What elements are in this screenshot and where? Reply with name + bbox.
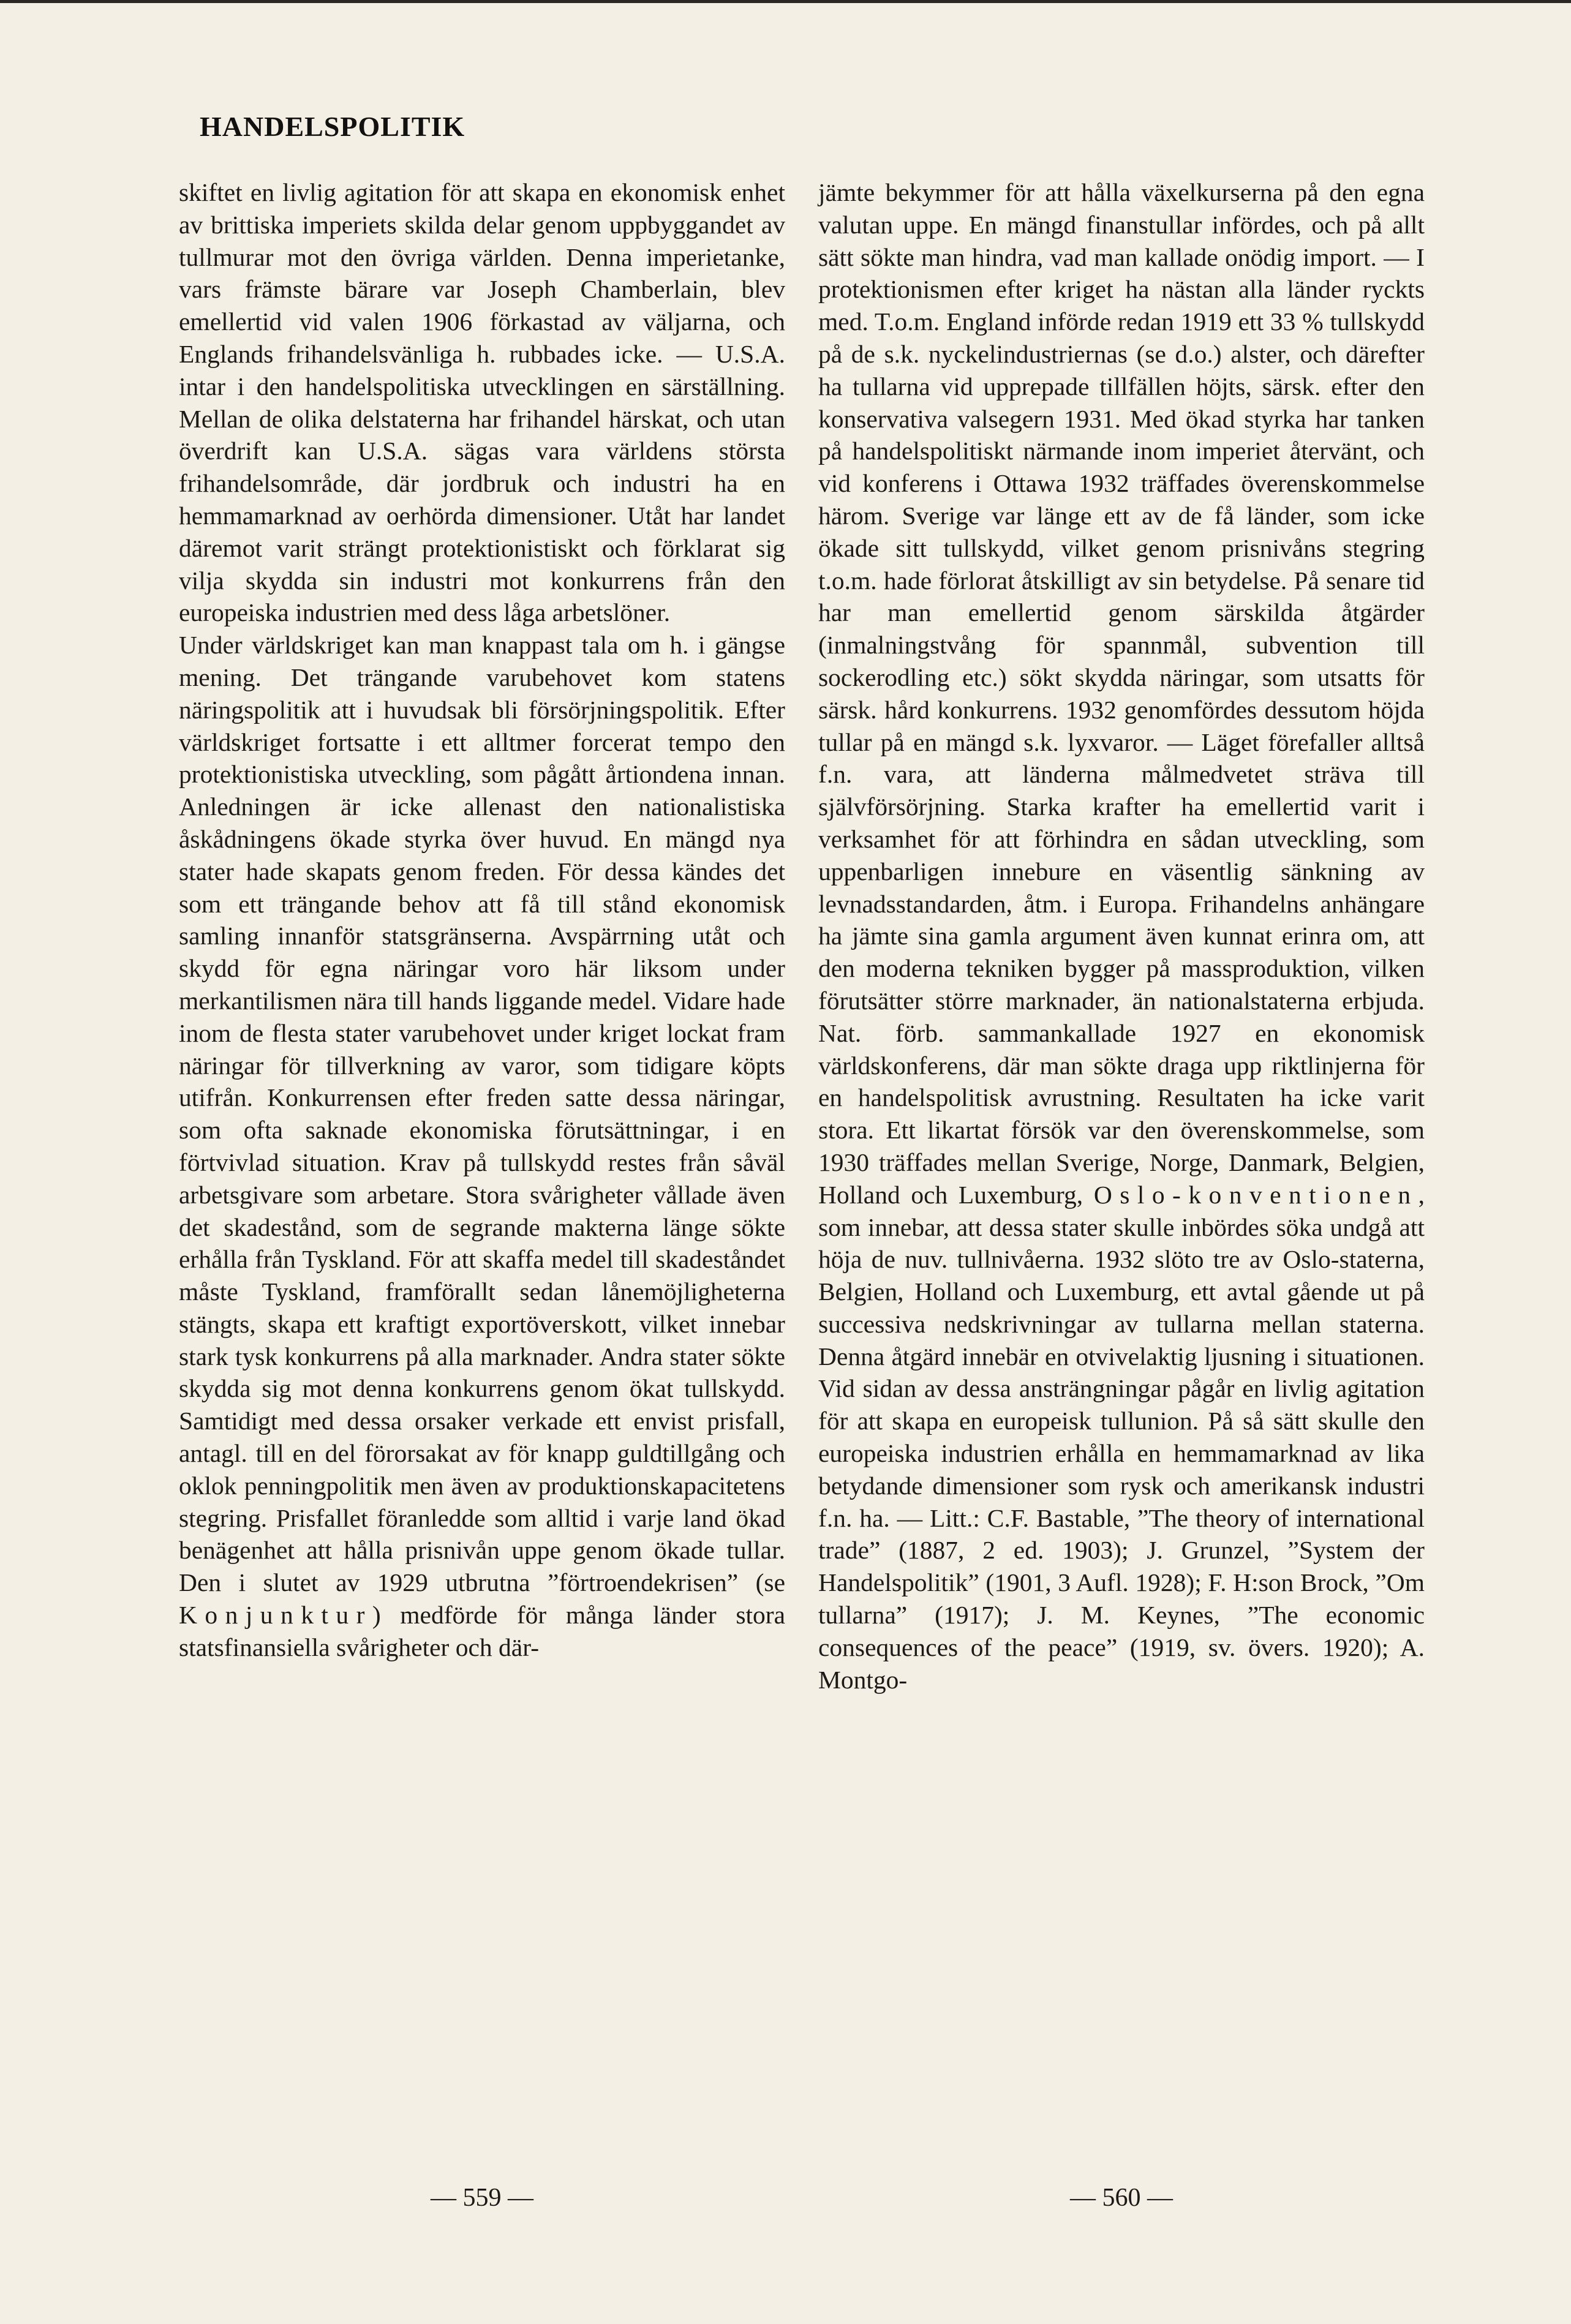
- term-oslo-konventionen: Oslo-konventionen: [1093, 1180, 1418, 1209]
- right-paragraph-1-text: jämte bekymmer för att hålla växelkurserna på den egna valutan uppe. En mängd finanstullar infördes, och på allt sätt sökte man hindra, vad man kallade onödig import. — I protektionismen efter kriget ha nästan alla länder ryckts med. T.o.m. England införde redan 1919 ett 33 % tullskydd på de s.k. nyckelindustriernas (se d.o.) alster, och därefter ha tullarna vid upprepade tillfällen höjts, särsk. efter den konservativa valsegern 1931. Med ökad styrka har tanken på handelspolitiskt närmande inom imperiet återvänt, och vid konferens i Ottawa 1932 träffades överenskommelse härom. Sverige var länge ett av de få länder, som icke ökade sitt tullskydd, vilket genom prisnivåns stegring t.o.m. hade förlorat åtskilligt av sin betydelse. På senare tid har man emellertid genom särskilda åtgärder (inmalningstvång för spannmål, subvention till sockerodling etc.) sökt skydda näringar, som utsatts för särsk. hård konkurrens. 1932 genomfördes dessutom höjda tullar på en mängd s.k. lyxvaror. — Läget förefaller alltså f.n. vara, att länderna målmedvetet sträva till självförsörjning. Starka krafter ha emellertid varit i verksamhet för att förhindra en sådan utveckling, som uppenbarligen innebure en väsentlig sänkning av levnadsstandarden, åtm. i Europa. Frihandelns anhängare ha jämte sina gamla argument även kunnat erinra om, att den moderna tekniken bygger på massproduktion, vilken förutsätter större marknader, än nationalstaterna erbjuda. Nat. förb. sammankallade 1927 en ekonomisk världskonferens, där man sökte draga upp riktlinjerna för en handelspolitisk avrustning. Resultaten ha icke varit stora. Ett likartat försök var den överenskommelse, som 1930 träffades mellan Sverige, Norge, Danmark, Belgien, Holland och Luxemburg,: [818, 178, 1425, 1209]
- left-paragraph-2-tail: ) medförde för många länder stora statsfinansiella svårigheter och där-: [179, 1601, 785, 1661]
- running-head: HANDELSPOLITIK: [200, 111, 465, 142]
- page-number-right: — 560 —: [1070, 2184, 1173, 2212]
- left-paragraph-1: skiftet en livlig agitation för att skapa en ekonomisk enhet av brittiska imperiets skilda delar genom uppbyggandet av tullmurar mot den övriga världen. Denna imperietanke, vars främste bärare var Joseph Chamberlain, blev emellertid vid valen 1906 förkastad av väljarna, och Englands frihandelsvänliga h. rubbades icke. — U.S.A. intar i den handelspolitiska utvecklingen en särställning. Mellan de olika delstaterna har frihandel härskat, och utan överdrift kan U.S.A. sägas vara världens största frihandelsområde, där jordbruk och industri ha en hemmamarknad av oerhörda dimensioner. Utåt har landet däremot varit strängt protektionistiskt och förklarat sig vilja skydda sin industri mot konkurrens från den europeiska industrien med dess låga arbetslöner.: [179, 178, 785, 627]
- left-paragraph-2: [179, 629, 785, 1664]
- cross-reference-konjunktur: Konjunktur: [179, 1601, 372, 1630]
- right-paragraph-1-tail: , som innebar, att dessa stater skulle inbördes söka undgå att höja de nuv. tullnivåerna. 1932 slöto tre av Oslo-staterna, Belgien, Holland och Luxemburg, ett avtal gående ut på successiva nedskrivningar av tullarna mellan staterna. Denna åtgärd innebär en otvivelaktig ljusning i situationen. Vid sidan av dessa ansträngningar pågår en livlig agitation för att skapa en europeisk tullunion. På så sätt skulle den europeiska industrien erhålla en hemmamarknad av lika betydande dimensioner som rysk och amerikansk industri f.n. ha. — Litt.: C.F. Bastable, ”The theory of international trade” (1887, 2 ed. 1903); J. Grunzel, ”System der Handelspolitik” (1901, 3 Aufl. 1928); F. H:son Brock, ”Om tullarna” (1917); J. M. Keynes, ”The economic consequences of the peace” (1919, sv. övers. 1920); A. Montgo-: [818, 1180, 1425, 1694]
- left-column: [179, 176, 785, 1664]
- right-column: [818, 176, 1425, 1696]
- right-paragraph-1: [818, 176, 1425, 1696]
- top-edge-rule: [0, 0, 1571, 3]
- left-paragraph-2-text: Under världskriget kan man knappast tala om h. i gängse mening. Det trängande varubehovet kom statens näringspolitik att i huvudsak bli försörjningspolitik. Efter världskriget fortsatte i ett alltmer forcerat tempo den protektionistiska utveckling, som pågått årtiondena innan. Anledningen är icke allenast den nationalistiska åskådningens ökade styrka över huvud. En mängd nya stater hade skapats genom freden. För dessa kändes det som ett trängande behov att få till stånd ekonomisk samling innanför statsgränserna. Avspärrning utåt och skydd för egna näringar voro här liksom under merkantilismen nära till hands liggande medel. Vidare hade inom de flesta stater varubehovet under kriget lockat fram näringar för tillverkning av varor, som tidigare köpts utifrån. Konkurrensen efter freden satte dessa näringar, som ofta saknade ekonomiska förutsättningar, i en förtvivlad situation. Krav på tullskydd restes från såväl arbetsgivare som arbetare. Stora svårigheter vållade även det skadestånd, som de segrande makterna länge sökte erhålla från Tyskland. För att skaffa medel till skadeståndet måste Tyskland, framförallt sedan lånemöjligheterna stängts, skapa ett kraftigt exportöverskott, vilket innebar stark tysk konkurrens på alla marknader. Andra stater sökte skydda sig mot denna konkurrens genom ökat tullskydd. Samtidigt med dessa orsaker verkade ett envist prisfall, antagl. till en del förorsakat av för knapp guldtillgång och oklok penningpolitik men även av produktionskapacitetens stegring. Prisfallet föranledde som alltid i varje land ökad benägenhet att hålla prisnivån uppe genom ökade tullar. Den i slutet av 1929 utbrutna ”förtroendekrisen” (se: [179, 631, 785, 1597]
- page-number-left: — 559 —: [431, 2184, 533, 2212]
